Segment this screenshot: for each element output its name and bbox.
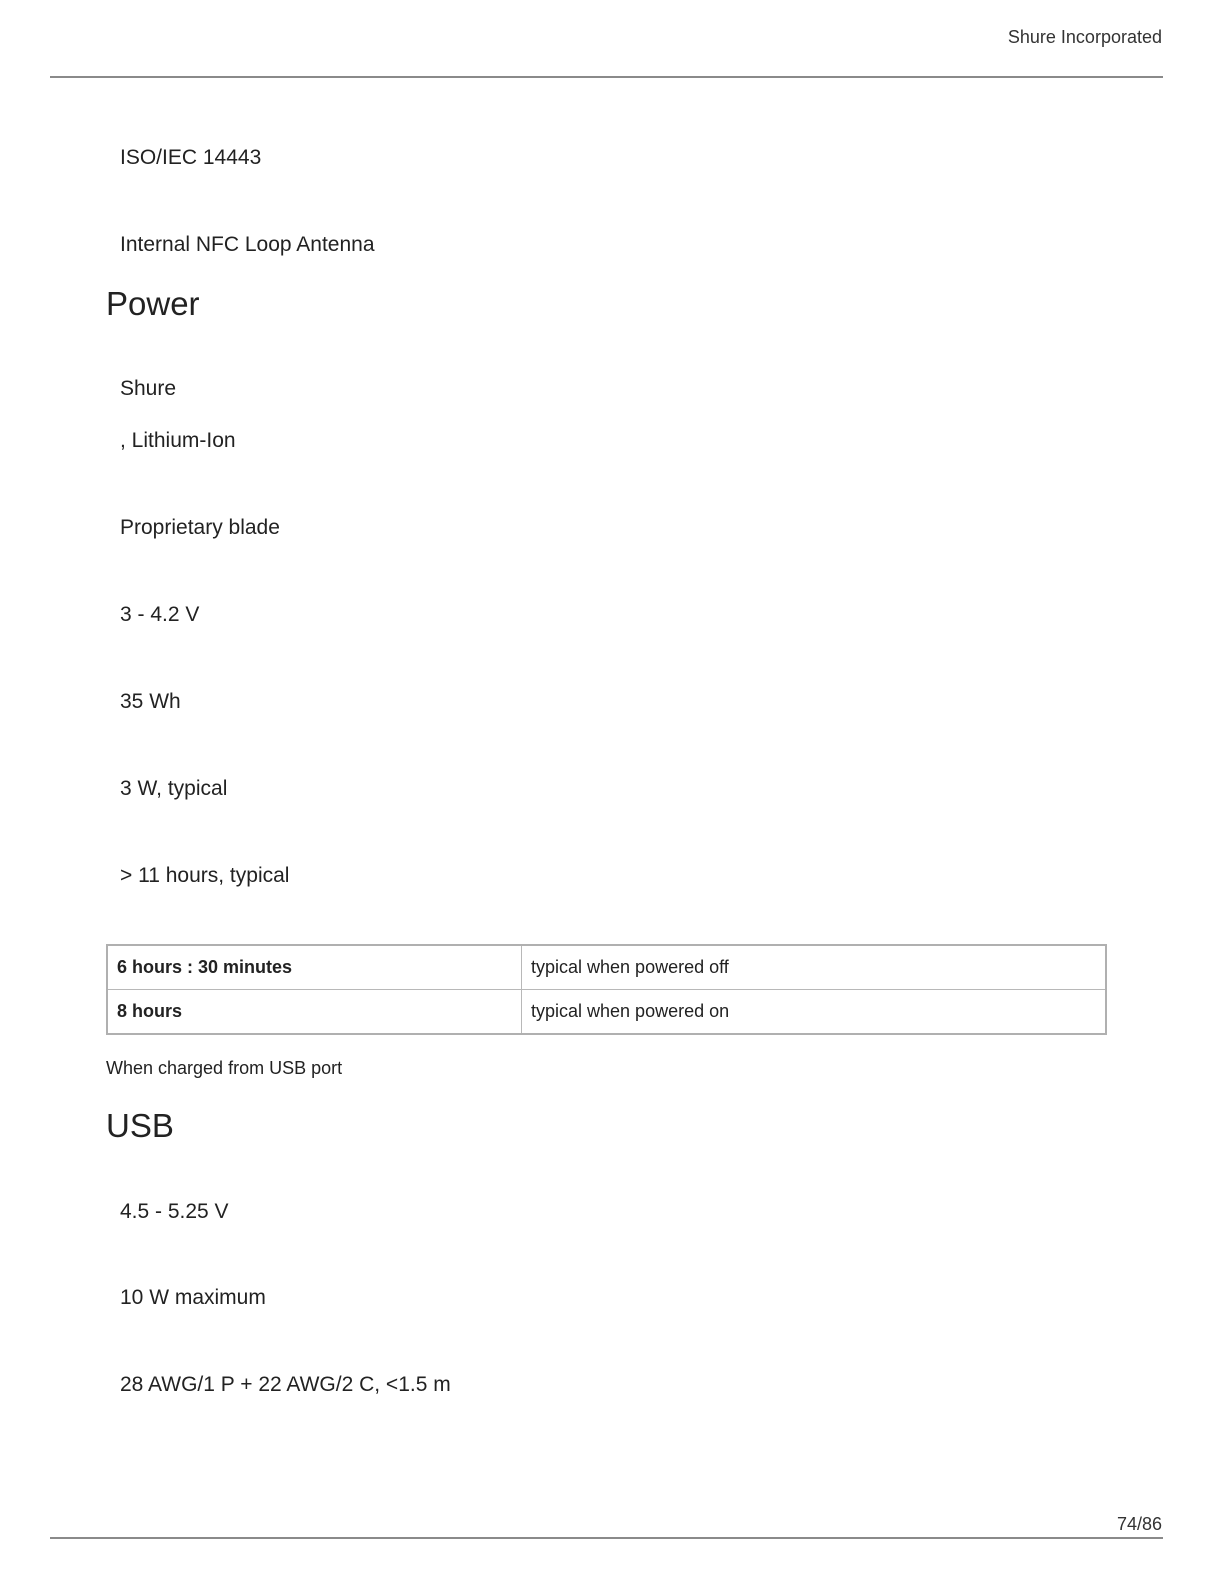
charge-time-cell: 8 hours	[107, 990, 522, 1035]
charge-time-cell: 6 hours : 30 minutes	[107, 945, 522, 990]
spec-battery-connector: Proprietary blade	[120, 516, 280, 539]
table-row	[107, 990, 1106, 1035]
charge-time-table	[106, 944, 1107, 1035]
spec-battery-brand: Shure	[120, 377, 177, 400]
header-company: Shure Incorporated	[1007, 27, 1162, 47]
spec-usb-cable: 28 AWG/1 P + 22 AWG/2 C, <1.5 m	[120, 1373, 451, 1396]
charge-condition-cell: typical when powered on	[522, 990, 1107, 1035]
header-divider	[50, 76, 1163, 78]
spec-battery-voltage: 3 - 4.2 V	[120, 603, 200, 626]
charge-condition-cell: typical when powered off	[522, 945, 1107, 990]
charge-table-note: When charged from USB port	[106, 1058, 343, 1078]
spec-battery-type: , Lithium-Ion	[120, 429, 236, 452]
spec-nfc-standard: ISO/IEC 14443	[120, 146, 262, 169]
spec-battery-capacity: 35 Wh	[120, 690, 181, 713]
footer-divider	[50, 1537, 1163, 1539]
page-number: 74/86	[1116, 1514, 1162, 1534]
spec-nfc-antenna: Internal NFC Loop Antenna	[120, 233, 375, 256]
spec-usb-voltage: 4.5 - 5.25 V	[120, 1200, 229, 1223]
spec-runtime: > 11 hours, typical	[120, 864, 290, 887]
spec-power-consumption: 3 W, typical	[120, 777, 228, 800]
section-title-power: Power	[106, 285, 200, 322]
section-title-usb: USB	[106, 1107, 174, 1144]
table-row	[107, 945, 1106, 990]
spec-usb-power: 10 W maximum	[120, 1286, 266, 1309]
